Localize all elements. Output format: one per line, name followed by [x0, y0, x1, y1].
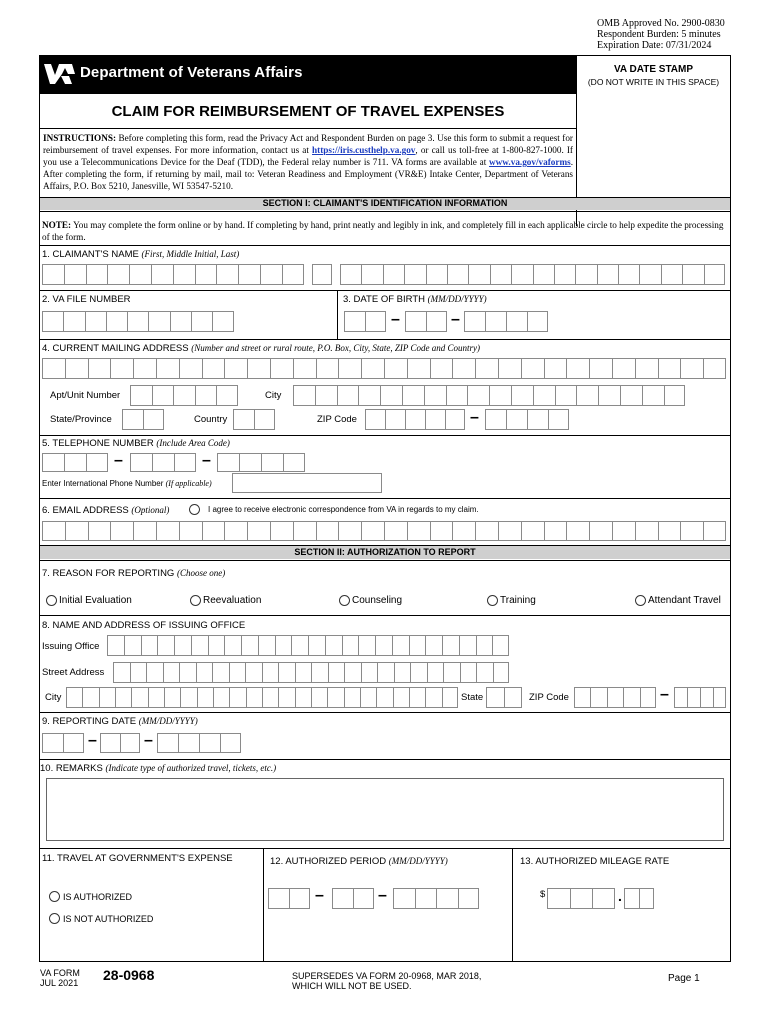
state-province-label: State/Province	[50, 414, 112, 425]
reason-counseling-label: Counseling	[352, 595, 403, 606]
reason-attendant-label: Attendant Travel	[648, 595, 721, 606]
telephone-label: 5. TELEPHONE NUMBER (Include Area Code)	[42, 438, 230, 449]
footer-date: JUL 2021	[40, 978, 79, 988]
instructions-text-3: . After completing the form, if returning by mail, mail to: Veteran Readiness and Employment (VR&E) Intake Center, Department of Veterans Affairs, P.O. Box 5210, Janesville, WI 53547-5210.	[43, 157, 573, 191]
footer-supersedes-1: SUPERSEDES VA FORM 20-0968, MAR 2018,	[292, 971, 482, 981]
zip-code-input[interactable]	[365, 409, 465, 430]
country-label: Country	[194, 414, 228, 425]
last-name-input[interactable]	[340, 264, 726, 285]
phone-area-code-input[interactable]	[42, 453, 108, 472]
phone-prefix-input[interactable]	[130, 453, 196, 472]
reason-counseling-radio[interactable]	[339, 595, 350, 606]
zip-extension-input[interactable]	[485, 409, 569, 430]
mileage-dollars-input[interactable]	[547, 888, 615, 909]
travel-not-authorized-label: IS NOT AUTHORIZED	[63, 914, 154, 924]
period-dash-2: –	[378, 887, 387, 904]
claimant-name-label: 1. CLAIMANT'S NAME (First, Middle Initial, Last)	[42, 249, 240, 260]
section-2-header: SECTION II: AUTHORIZATION TO REPORT	[40, 546, 730, 559]
reason-training-label: Training	[500, 595, 536, 606]
dob-dash-1: –	[391, 311, 400, 328]
issuing-state-label: State	[461, 692, 484, 703]
va-date-stamp-title: VA DATE STAMP	[613, 64, 694, 75]
street-address-label: Street Address	[42, 667, 105, 678]
issuing-zip-ext-input[interactable]	[674, 687, 726, 708]
reason-reevaluation-radio[interactable]	[190, 595, 201, 606]
va-file-number-label: 2. VA FILE NUMBER	[42, 294, 131, 305]
va-date-stamp-note: (DO NOT WRITE IN THIS SPACE)	[587, 77, 720, 87]
street-address-input[interactable]	[42, 358, 726, 379]
note-label: NOTE:	[42, 220, 72, 230]
reason-training-radio[interactable]	[487, 595, 498, 606]
city-label: City	[265, 390, 282, 401]
reporting-day-input[interactable]	[100, 733, 140, 753]
issuing-state-input[interactable]	[486, 687, 522, 708]
city-input[interactable]	[293, 385, 686, 406]
reporting-date-label: 9. REPORTING DATE (MM/DD/YYYY)	[42, 716, 198, 727]
footer-page-number: Page 1	[668, 973, 700, 984]
dob-dash-2: –	[451, 311, 460, 328]
phone-dash-2: –	[202, 452, 211, 469]
intl-phone-input[interactable]	[232, 473, 382, 493]
dob-year-input[interactable]	[464, 311, 548, 332]
instructions-text-2: , or call us toll-free at 1-800-827-1000. If you use a Telecommunications Device for the Deaf (TDD), the Federal relay number is 711. VA forms are available at	[43, 145, 573, 167]
instructions-label: INSTRUCTIONS:	[43, 133, 117, 143]
section-1-header: SECTION I: CLAIMANT'S IDENTIFICATION INFORMATION	[40, 197, 730, 210]
reason-initial-label: Initial Evaluation	[59, 595, 132, 606]
email-input[interactable]	[42, 521, 726, 541]
email-consent-radio[interactable]	[189, 504, 200, 515]
decimal-point: .	[618, 888, 622, 904]
footer-supersedes	[292, 971, 481, 991]
reason-reevaluation-label: Reevaluation	[203, 595, 262, 606]
vaforms-link[interactable]: www.va.gov/vaforms	[489, 157, 571, 167]
va-file-number-input[interactable]	[42, 311, 234, 332]
travel-authorized-label: IS AUTHORIZED	[63, 892, 133, 902]
expiration-date: Expiration Date: 07/31/2024	[597, 40, 712, 51]
footer-supersedes-2: WHICH WILL NOT BE USED.	[292, 981, 412, 991]
middle-initial-input[interactable]	[312, 264, 332, 285]
country-input[interactable]	[233, 409, 275, 430]
period-from-day-input[interactable]	[332, 888, 374, 909]
zip-dash: –	[470, 409, 479, 426]
reporting-year-input[interactable]	[157, 733, 241, 753]
omb-number: OMB Approved No. 2900-0830	[597, 18, 725, 29]
issuing-zip-dash: –	[660, 686, 669, 703]
remarks-label: 10. REMARKS (Indicate type of authorized travel, tickets, etc.)	[40, 763, 277, 774]
issuing-city-label: City	[45, 692, 62, 703]
mileage-cents-input[interactable]	[624, 888, 654, 909]
reporting-dash-1: –	[88, 732, 97, 749]
email-label: 6. EMAIL ADDRESS (Optional)	[42, 505, 170, 516]
issuing-city-input[interactable]	[66, 687, 458, 708]
footer-form-id	[40, 968, 80, 988]
date-of-birth-label: 3. DATE OF BIRTH (MM/DD/YYYY)	[343, 294, 487, 305]
iris-link[interactable]: https://iris.custhelp.va.gov	[312, 145, 416, 155]
apt-unit-input[interactable]	[130, 385, 238, 406]
instructions	[43, 132, 573, 192]
mileage-rate-label: 13. AUTHORIZED MILEAGE RATE	[520, 856, 670, 867]
va-logo-icon	[42, 60, 76, 88]
respondent-burden: Respondent Burden: 5 minutes	[597, 29, 721, 40]
dob-month-input[interactable]	[344, 311, 386, 332]
period-year-input[interactable]	[393, 888, 479, 909]
instructions-text-1: Before completing this form, read the Privacy Act and Respondent Burden on page 3. Use this form to submit a request for reimbursement of travel expenses. For more information, contact us at	[43, 133, 573, 155]
dob-day-input[interactable]	[405, 311, 447, 332]
authorized-period-label: 12. AUTHORIZED PERIOD (MM/DD/YYYY)	[270, 856, 448, 867]
intl-phone-label: Enter International Phone Number (If applicable)	[42, 479, 212, 488]
issuing-office-section-label: 8. NAME AND ADDRESS OF ISSUING OFFICE	[42, 620, 246, 631]
reason-attendant-radio[interactable]	[635, 595, 646, 606]
department-name: Department of Veterans Affairs	[80, 64, 303, 81]
period-from-month-input[interactable]	[268, 888, 310, 909]
reason-initial-radio[interactable]	[46, 595, 57, 606]
remarks-input[interactable]	[46, 778, 724, 841]
reporting-dash-2: –	[144, 732, 153, 749]
travel-not-authorized-radio[interactable]	[49, 913, 60, 924]
issuing-office-label: Issuing Office	[42, 641, 100, 652]
first-name-input[interactable]	[42, 264, 304, 285]
issuing-office-input[interactable]	[107, 635, 509, 656]
state-input[interactable]	[122, 409, 164, 430]
travel-authorized-radio[interactable]	[49, 891, 60, 902]
apt-unit-label: Apt/Unit Number	[50, 390, 121, 401]
footer-va-form: VA FORM	[40, 968, 80, 978]
reason-label: 7. REASON FOR REPORTING (Choose one)	[42, 568, 226, 579]
note	[42, 219, 727, 243]
reporting-month-input[interactable]	[42, 733, 84, 753]
issuing-zip-input[interactable]	[574, 687, 656, 708]
issuing-zip-label: ZIP Code	[529, 692, 569, 703]
form-title: CLAIM FOR REIMBURSEMENT OF TRAVEL EXPENSES	[111, 103, 505, 120]
mailing-address-label: 4. CURRENT MAILING ADDRESS (Number and street or rural route, P.O. Box, City, State, ZIP Code and Country)	[42, 343, 480, 354]
travel-expense-label: 11. TRAVEL AT GOVERNMENT'S EXPENSE	[42, 853, 233, 864]
dollar-sign: $	[540, 889, 546, 900]
period-dash-1: –	[315, 887, 324, 904]
footer-form-number: 28-0968	[103, 967, 155, 983]
zip-code-label: ZIP Code	[317, 414, 357, 425]
issuing-street-input[interactable]	[113, 662, 509, 683]
note-text: You may complete the form online or by hand. If completing by hand, print neatly and legibly in ink, and completely fill in each applicable circle to help expedite the processing of the form.	[42, 220, 724, 242]
email-consent-label: I agree to receive electronic correspondence from VA in regards to my claim.	[208, 505, 479, 514]
omb-info	[597, 18, 725, 51]
phone-dash-1: –	[114, 452, 123, 469]
phone-line-input[interactable]	[217, 453, 305, 472]
